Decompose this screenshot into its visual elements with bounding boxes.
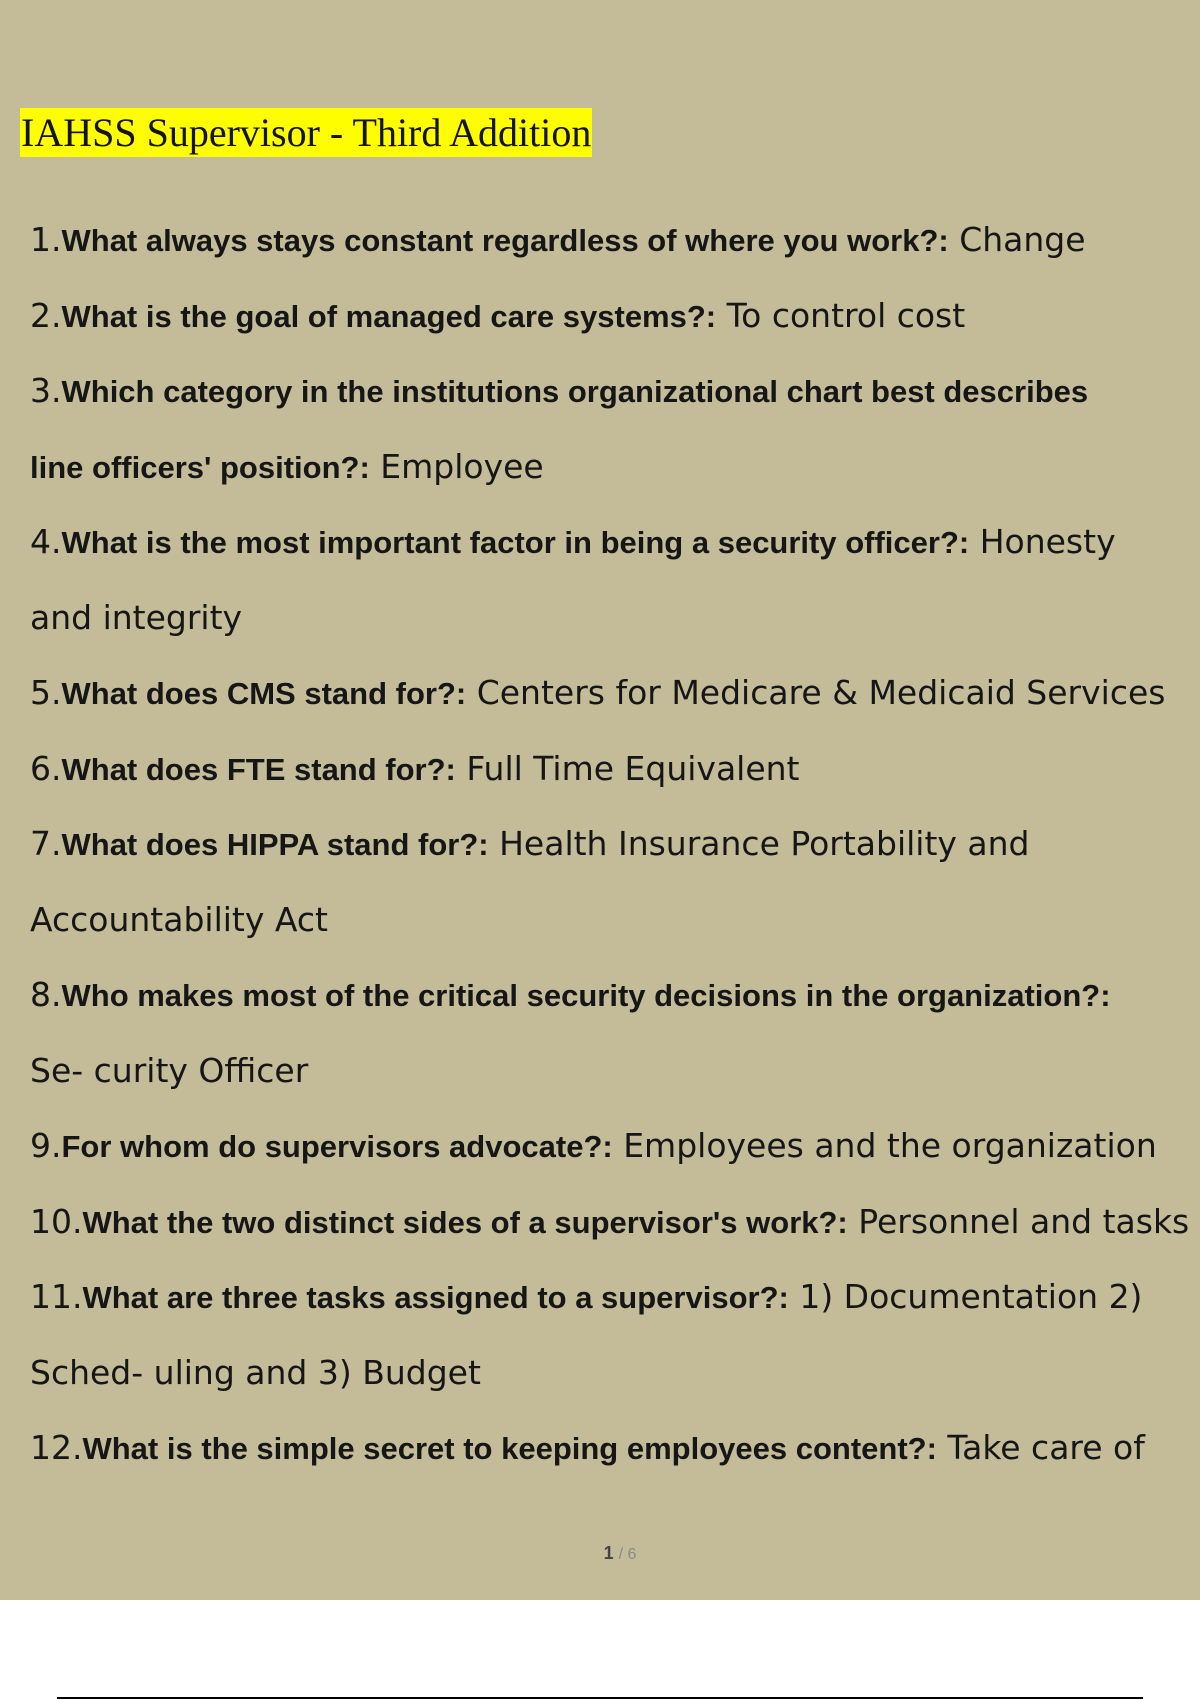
answer-text: Take care of bbox=[936, 1428, 1145, 1467]
question-text: What does FTE stand for?: bbox=[61, 751, 456, 787]
qa-line bbox=[30, 1184, 1200, 1260]
answer-text: Employee bbox=[369, 446, 544, 486]
qa-line bbox=[30, 504, 1200, 580]
question-text: What the two distinct sides of a supervisor's work?: bbox=[82, 1204, 848, 1240]
document-title: IAHSS Supervisor - Third Addition bbox=[21, 110, 592, 155]
answer-text: Centers for Medicare & Medicaid Services bbox=[466, 673, 1166, 712]
answer-text: Se- curity Officer bbox=[30, 1050, 309, 1090]
qa-line bbox=[30, 882, 1200, 958]
question-text: What are three tasks assigned to a supervisor?: bbox=[82, 1280, 789, 1315]
question-number: 10. bbox=[30, 1201, 83, 1241]
qa-line bbox=[30, 957, 1200, 1033]
question-number: 8. bbox=[30, 975, 62, 1014]
answer-text: Personnel and tasks bbox=[847, 1201, 1190, 1241]
qa-list bbox=[30, 202, 1200, 1486]
answer-text: 1) Documentation 2) bbox=[788, 1277, 1143, 1316]
question-number: 7. bbox=[30, 824, 62, 863]
qa-line bbox=[30, 1335, 1200, 1411]
qa-line bbox=[30, 655, 1200, 731]
answer-text: Health Insurance Portability and bbox=[488, 824, 1030, 863]
question-number: 1. bbox=[30, 220, 62, 259]
question-text: What always stays constant regardless of where you work?: bbox=[61, 223, 949, 258]
answer-text: Change bbox=[948, 220, 1086, 259]
answer-text: Employees and the organization bbox=[612, 1126, 1157, 1165]
qa-line bbox=[30, 1033, 1200, 1109]
question-number: 12. bbox=[30, 1428, 83, 1467]
page-divider bbox=[57, 1697, 1143, 1699]
question-text: Who makes most of the critical security decisions in the organization?: bbox=[61, 978, 1111, 1013]
answer-text: To control cost bbox=[716, 295, 966, 335]
qa-line bbox=[30, 202, 1200, 278]
question-text: line officers' position?: bbox=[30, 449, 370, 485]
question-text: For whom do supervisors advocate?: bbox=[61, 1129, 613, 1164]
question-text: What is the most important factor in being a security officer?: bbox=[61, 525, 970, 560]
qa-line bbox=[30, 1108, 1200, 1184]
answer-text: Honesty bbox=[969, 522, 1116, 561]
question-text: What is the simple secret to keeping employees content?: bbox=[82, 1431, 937, 1466]
qa-line bbox=[30, 580, 1200, 656]
question-text: Which category in the institutions organizational chart best describes bbox=[61, 374, 1089, 409]
answer-text: Accountability Act bbox=[30, 899, 328, 939]
answer-text: and integrity bbox=[30, 597, 243, 637]
question-text: What does CMS stand for?: bbox=[61, 676, 467, 711]
question-number: 5. bbox=[30, 673, 62, 712]
answer-text: Sched- uling and 3) Budget bbox=[30, 1352, 481, 1392]
qa-line bbox=[30, 1259, 1200, 1335]
question-number: 3. bbox=[30, 371, 62, 410]
question-number: 2. bbox=[30, 295, 62, 335]
qa-line bbox=[30, 1410, 1200, 1486]
qa-line bbox=[30, 731, 1200, 807]
question-number: 4. bbox=[30, 522, 62, 561]
qa-line bbox=[30, 278, 1200, 354]
qa-line bbox=[30, 353, 1200, 429]
answer-text: Full Time Equivalent bbox=[455, 748, 800, 788]
current-page: 1 bbox=[603, 1543, 614, 1563]
qa-line bbox=[30, 429, 1200, 505]
question-number: 9. bbox=[30, 1126, 62, 1165]
question-number: 6. bbox=[30, 748, 62, 788]
question-number: 11. bbox=[30, 1277, 83, 1316]
question-text: What is the goal of managed care systems?: bbox=[61, 298, 717, 334]
qa-line bbox=[30, 806, 1200, 882]
page-indicator bbox=[0, 1543, 1200, 1564]
total-pages: / 6 bbox=[618, 1546, 637, 1563]
question-text: What does HIPPA stand for?: bbox=[61, 827, 489, 862]
